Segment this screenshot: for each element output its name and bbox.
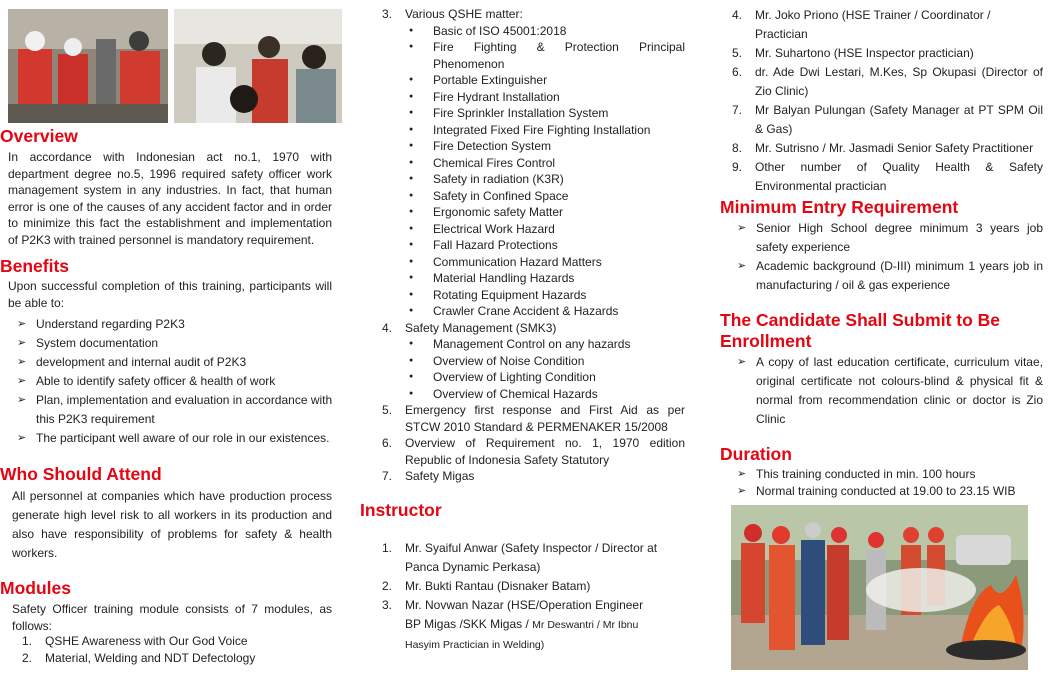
who-should-attend-text: All personnel at companies which have production process generate high level risk to all workers in its production and also have responsibility of problems for safety & health workers.: [12, 489, 332, 560]
duration-list: [720, 466, 1043, 499]
list-item: ➢ This training conducted in min. 100 hours: [737, 467, 976, 481]
arrow-icon: ➢: [737, 222, 747, 234]
list-item: ● Chemical Fires Control: [433, 155, 685, 172]
arrow-icon: ➢: [17, 337, 27, 349]
list-item: ➢ A copy of last education certificate, curriculum vitae, original certificate not colours-blind & physical fit & normal from recommendation clinic or doctor is Zio Clinic: [737, 355, 1043, 426]
arrow-icon: ➢: [17, 318, 27, 330]
list-item: ➢ Able to identify safety officer & health of work: [0, 372, 334, 391]
minimum-entry-list: [720, 219, 1043, 295]
list-item: ➢ development and internal audit of P2K3: [0, 353, 334, 372]
list-item: ➢ Senior High School degree minimum 3 years job safety experience: [737, 221, 1043, 254]
minimum-entry-heading: Minimum Entry Requirement: [720, 197, 959, 217]
modules-list: [0, 633, 334, 666]
arrow-icon: ➢: [17, 356, 27, 368]
instructor-list-b: [710, 6, 1043, 196]
list-item: ➢ System documentation: [0, 334, 334, 353]
list-item: 8. Mr. Sutrisno / Mr. Jasmadi Senior Safety Practitioner: [732, 141, 1034, 155]
modules-continued: [360, 6, 685, 485]
candidate-submit-heading: The Candidate Shall Submit to Be Enrollment: [720, 310, 1001, 351]
list-item: ● Fire Sprinkler Installation System: [433, 105, 685, 122]
benefits-heading: Benefits: [0, 256, 70, 276]
arrow-icon: ➢: [17, 432, 27, 444]
arrow-icon: ➢: [17, 375, 27, 387]
module-5: 5. Emergency first response and First Aid as per STCW 2010 Standard & PERMENAKER 15/2008: [382, 403, 685, 434]
photo-classroom-training: [174, 9, 342, 123]
list-item: 9. Other number of Quality Health & Safety Environmental practician: [732, 160, 1043, 193]
module-7: 7. Safety Migas: [382, 469, 475, 483]
list-item: ➢ Plan, implementation and evaluation in accordance with this P2K3 requirement: [17, 393, 333, 426]
list-item: 6. dr. Ade Dwi Lestari, M.Kes, Sp Okupasi (Director of Zio Clinic): [732, 65, 1043, 98]
list-item: 2. Material, Welding and NDT Defectology: [22, 650, 256, 665]
overview-heading: Overview: [0, 126, 78, 146]
benefits-intro: Upon successful completion of this training, participants will be able to:: [8, 279, 332, 310]
list-item: 7. Mr Balyan Pulungan (Safety Manager at PT SPM Oil & Gas): [732, 103, 1043, 136]
candidate-submit-list: [720, 353, 1043, 429]
module-4-topics: [360, 336, 685, 402]
instructor-list-a: [360, 539, 660, 655]
duration-heading: Duration: [720, 444, 792, 464]
photo-fire-drill: [731, 505, 1028, 670]
instructor-heading: Instructor: [360, 500, 442, 520]
list-item: ➢ Understand regarding P2K3: [0, 315, 334, 334]
list-item: ● Fall Hazard Protections: [433, 237, 685, 254]
list-item: ➢ The participant well aware of our role in our existences.: [0, 429, 334, 448]
arrow-icon: ➢: [737, 356, 747, 368]
list-item: 2. Mr. Bukti Rantau (Disnaker Batam): [382, 579, 591, 593]
arrow-icon: ➢: [737, 484, 747, 497]
list-item: ● Overview of Noise Condition: [433, 353, 685, 370]
list-item: ● Overview of Lighting Condition: [433, 369, 685, 386]
list-item: ● Fire Detection System: [433, 138, 685, 155]
arrow-icon: ➢: [17, 394, 27, 406]
list-item: 3. Mr. Novwan Nazar (HSE/Operation Engineer BP Migas /SKK Migas / Mr Deswantri / Mr Ibnu Hasyim Practician in Welding): [382, 598, 644, 651]
list-item: ● Crawler Crane Accident & Hazards: [433, 303, 685, 320]
list-item: ● Material Handling Hazards: [433, 270, 685, 287]
list-item: 4. Mr. Joko Priono (HSE Trainer / Coordinator / Practician: [732, 8, 991, 41]
who-should-attend-heading: Who Should Attend: [0, 464, 162, 484]
benefits-list: [0, 315, 334, 448]
modules-intro: Safety Officer training module consists of 7 modules, as follows:: [12, 602, 332, 633]
arrow-icon: ➢: [737, 260, 747, 272]
list-item: ● Fire Fighting & Protection Principal Phenomenon: [433, 39, 685, 72]
list-item: ● Overview of Chemical Hazards: [433, 386, 685, 403]
module-3: 3. Various QSHE matter:: [382, 7, 523, 21]
list-item: ● Fire Hydrant Installation: [433, 89, 685, 106]
modules-heading: Modules: [0, 578, 71, 598]
list-item: ● Electrical Work Hazard: [433, 221, 685, 238]
list-item: ● Safety in radiation (K3R): [433, 171, 685, 188]
list-item: 5. Mr. Suhartono (HSE Inspector practician): [732, 46, 974, 60]
list-item: ➢ Academic background (D-III) minimum 1 years job in manufacturing / oil & gas experience: [737, 259, 1043, 292]
list-item: ➢ Normal training conducted at 19.00 to 23.15 WIB: [737, 483, 1016, 498]
module-6: 6. Overview of Requirement no. 1, 1970 edition Republic of Indonesia Safety Statutory: [382, 436, 685, 467]
photo-workers-training: [8, 9, 168, 123]
list-item: 1. Mr. Syaiful Anwar (Safety Inspector / Director at Panca Dynamic Perkasa): [382, 541, 658, 574]
list-item: 1. QSHE Awareness with Our God Voice: [22, 634, 248, 648]
module-3-topics: [360, 23, 685, 320]
overview-text: In accordance with Indonesian act no.1, 1970 with department degree no.5, 1996 required safety officer work management system in any industries. In fact, that human error is one of the causes of any accident factor and in order to minimize this fact the establishment and implementation of P2K3 with trained personnel is mandatory requirement.: [8, 150, 332, 247]
list-item: ● Ergonomic safety Matter: [433, 204, 685, 221]
list-item: ● Management Control on any hazards: [433, 336, 685, 353]
list-item: ● Safety in Confined Space: [433, 188, 685, 205]
module-4: 4. Safety Management (SMK3): [382, 320, 557, 335]
list-item: ● Rotating Equipment Hazards: [433, 287, 685, 304]
list-item: ● Portable Extinguisher: [433, 72, 685, 89]
arrow-icon: ➢: [737, 468, 747, 480]
list-item: ● Integrated Fixed Fire Fighting Installation: [433, 122, 685, 139]
list-item: ● Basic of ISO 45001:2018: [433, 23, 685, 40]
list-item: ● Communication Hazard Matters: [433, 254, 685, 271]
